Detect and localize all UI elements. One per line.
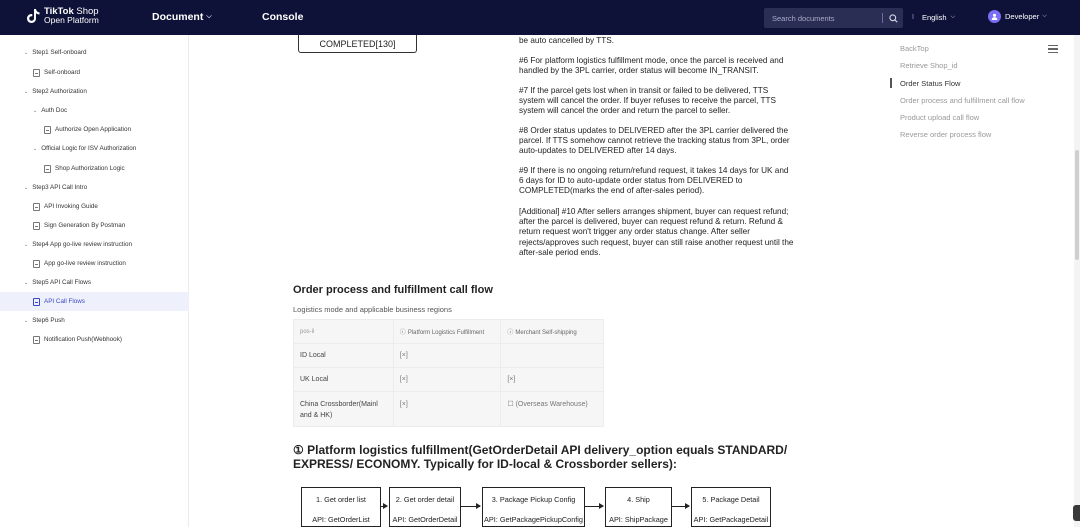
table-cell-merchant: [501, 344, 604, 368]
nav-console-link[interactable]: Console: [262, 11, 304, 23]
toc-item-order-process[interactable]: Order process and fulfillment call flow: [900, 96, 1025, 105]
toc-item-retrieve-shop-id[interactable]: Retrieve Shop_id: [900, 61, 958, 70]
flow-heading: [293, 443, 813, 471]
sidebar-item-label: Step5 API Call Flows: [32, 279, 91, 286]
document-icon: [33, 222, 40, 230]
flow-step-api: API: ShipPackage: [609, 515, 668, 524]
flow-heading-number: ①: [293, 443, 304, 457]
document-icon: [33, 260, 40, 268]
brand-logo-link[interactable]: [26, 7, 99, 25]
scrollbar-thumb[interactable]: [1075, 150, 1079, 260]
section-subtitle: Logistics mode and applicable business regions: [293, 305, 452, 314]
flow-step-box: [301, 487, 381, 527]
caret-down-icon: ⌄: [33, 145, 38, 152]
diagram-status-box: COMPLETED[130]: [298, 35, 417, 53]
language-label: English: [921, 13, 947, 22]
search-input[interactable]: Search documents: [772, 13, 835, 23]
table-header-row: [294, 320, 604, 344]
paragraph-note-7: #7 If the parcel gets lost when in transit or failed to be delivered, TTS system will cancel the order. If buyer refuses to receive the parcel, TTS system will cancel the order and return the parcel to seller.: [519, 86, 776, 116]
caret-down-icon: ⌄: [24, 49, 29, 56]
document-icon: [33, 336, 40, 344]
sidebar-item-sign-generation[interactable]: [0, 216, 189, 235]
sidebar-item-label: Sign Generation By Postman: [44, 222, 126, 229]
sidebar-item-label: Auth Doc: [41, 107, 68, 114]
document-icon: [33, 298, 40, 306]
user-menu[interactable]: [988, 10, 1047, 23]
paragraph-note-9: #9 If there is no ongoing return/refund request, it takes 14 days for UK and 6 days for ID to auto-update order status from DELIVERED to COMPLETED(marks the end of after-sales period).: [519, 166, 789, 196]
sidebar-item-official-logic[interactable]: [0, 139, 189, 158]
toc-item-backtop[interactable]: BackTop: [900, 44, 929, 53]
sidebar-item-step2[interactable]: [0, 82, 189, 101]
sidebar-item-label: Step4 App go-live review instruction: [32, 241, 132, 248]
sidebar-item-notification-push[interactable]: [0, 330, 189, 349]
language-divider: I: [912, 14, 914, 21]
table-cell-merchant: ☐ (Overseas Warehouse): [501, 392, 604, 427]
flow-step-title: 5. Package Detail: [702, 495, 760, 504]
logistics-region-table: [293, 319, 604, 427]
table-row: [294, 368, 604, 392]
table-of-contents: [890, 35, 1080, 527]
flow-step-box: [389, 487, 461, 527]
flow-step-api: API: GetOrderList: [312, 515, 370, 524]
toc-active-marker: [890, 78, 892, 88]
flow-step-box: [605, 487, 672, 527]
info-icon: ⓘ: [507, 330, 514, 336]
caret-down-icon: ⌄: [24, 88, 29, 95]
sidebar-item-step1[interactable]: [0, 43, 189, 62]
paragraph-note-6: #6 For platform logistics fulfillment mode, once the parcel is received and handled by the 3PL carrier, order status will become IN_TRANSIT.: [519, 56, 784, 76]
chevron-down-icon: ⌵: [950, 14, 956, 20]
chevron-down-icon: ⌵: [206, 13, 212, 20]
flow-step-title: 4. Ship: [627, 495, 650, 504]
flow-step-title: 1. Get order list: [316, 495, 366, 504]
brand-name: TikTok: [44, 6, 74, 17]
flow-step-title: 3. Package Pickup Config: [491, 495, 576, 504]
table-cell-region: UK Local: [294, 368, 394, 392]
flow-step-title: 2. Get order detail: [395, 495, 455, 504]
flow-step-api: API: GetOrderDetail: [392, 515, 458, 524]
sidebar-item-label: Step1 Self-onboard: [32, 49, 87, 56]
caret-down-icon: ⌄: [24, 317, 29, 324]
sidebar-item-app-go-live-review[interactable]: [0, 254, 189, 273]
table-cell-merchant: [×]: [501, 368, 604, 392]
page-scrollbar[interactable]: [1074, 35, 1080, 527]
feedback-tab-icon[interactable]: [1073, 505, 1080, 521]
table-cell-region: ID Local: [294, 344, 394, 368]
paragraph-note-8: #8 Order status updates to DELIVERED after the 3PL carrier delivered the parcel. If TTS somehow cannot retrieve the tracking status from 3PL, order auto-updates to DELIVERED after 14 days.: [519, 126, 790, 156]
avatar: [988, 10, 1001, 23]
flow-arrow-icon: [381, 506, 387, 507]
flow-arrow-icon: [461, 506, 480, 507]
search-icon[interactable]: [883, 14, 903, 23]
sidebar-item-step3[interactable]: [0, 178, 189, 197]
brand-shop: Shop: [76, 6, 99, 17]
table-header-region: pos-il: [294, 320, 394, 344]
sidebar-item-label: Step2 Authorization: [32, 88, 87, 95]
flow-step-box: [482, 487, 585, 527]
doc-content: [190, 35, 890, 527]
toc-item-product-upload[interactable]: Product upload call flow: [900, 113, 980, 122]
flow-step-api: API: GetPackageDetail: [693, 515, 769, 524]
paragraph-auto-cancel: be auto cancelled by TTS.: [519, 36, 614, 45]
flow-step-api: API: GetPackagePickupConfig: [484, 515, 583, 524]
brand-subtitle: Open Platform: [44, 15, 99, 25]
flow-step-box: [691, 487, 771, 527]
sidebar-item-label: Notification Push(Webhook): [44, 336, 122, 343]
paragraph-additional-10: [Additional] #10 After sellers arranges shipment, buyer can request refund; after the parcel is delivered, buyer can request refund & return. Refund & return request won't trigger any order status change. After seller rejects/approves such request, buyer can still raise another request until the after-sale period ends.: [519, 207, 794, 257]
chevron-down-icon: ⌵: [1042, 13, 1047, 19]
sidebar-item-step6[interactable]: [0, 311, 189, 330]
sidebar-item-label: Shop Authorization Logic: [55, 165, 125, 172]
table-cell-platform: [×]: [393, 392, 501, 427]
sidebar-item-step5[interactable]: [0, 273, 189, 292]
sidebar-item-step4[interactable]: [0, 235, 189, 254]
document-icon: [33, 203, 40, 211]
table-cell-platform: [×]: [393, 368, 501, 392]
sidebar-item-label: Step6 Push: [32, 317, 65, 324]
caret-down-icon: ⌄: [24, 241, 29, 248]
sidebar-item-label: App go-live review instruction: [44, 260, 126, 267]
sidebar-item-api-invoking-guide[interactable]: [0, 197, 189, 216]
table-row: [294, 344, 604, 368]
tiktok-logo-icon: [26, 8, 40, 24]
flow-arrow-icon: [585, 506, 603, 507]
sidebar-item-auth-doc[interactable]: [0, 101, 189, 120]
table-header-platform: ⓘ Platform Logistics Fulfillment: [393, 320, 501, 344]
sidebar-item-label: Official Logic for ISV Authorization: [41, 145, 137, 152]
docs-sidebar: [0, 35, 189, 527]
table-cell-region: China Crossborder(Mainl and & HK): [294, 392, 394, 427]
toc-menu-icon[interactable]: [1048, 45, 1058, 55]
search-box[interactable]: [764, 8, 903, 28]
toc-item-reverse-order[interactable]: Reverse order process flow: [900, 130, 992, 139]
section-heading: Order process and fulfillment call flow: [293, 284, 493, 296]
document-icon: [44, 165, 51, 173]
caret-down-icon: ⌄: [33, 107, 38, 114]
sidebar-item-authorize-open-application[interactable]: [0, 120, 189, 139]
sidebar-item-label: Step3 API Call Intro: [32, 184, 88, 191]
sidebar-item-label: Authorize Open Application: [55, 126, 131, 133]
caret-down-icon: ⌄: [24, 279, 29, 286]
nav-document-menu[interactable]: [152, 11, 212, 23]
fulfillment-flow-diagram: [301, 487, 781, 527]
table-row: [294, 392, 604, 427]
flow-heading-text: Platform logistics fulfillment(GetOrderDetail API delivery_option equals STANDARD/ EXPRESS/ ECONOMY. Typically for ID-local & Crossborder sellers):: [293, 443, 788, 471]
caret-down-icon: ⌄: [24, 184, 29, 191]
nav-document-label: Document: [152, 11, 204, 23]
sidebar-item-label: API Invoking Guide: [44, 203, 98, 210]
sidebar-item-shop-authorization-logic[interactable]: [0, 159, 189, 178]
info-icon: ⓘ: [399, 330, 406, 336]
flow-arrow-icon: [672, 506, 689, 507]
sidebar-item-api-call-flows[interactable]: [0, 292, 189, 311]
table-header-merchant: ⓘ Merchant Self-shipping: [501, 320, 604, 344]
toc-item-order-status-flow[interactable]: Order Status Flow: [900, 79, 961, 88]
table-cell-platform: [×]: [393, 344, 501, 368]
user-label: Developer: [1005, 12, 1040, 21]
sidebar-item-label: Self-onboard: [44, 69, 81, 76]
sidebar-item-label: API Call Flows: [44, 298, 85, 305]
sidebar-item-self-onboard[interactable]: [0, 63, 189, 82]
document-icon: [44, 126, 51, 134]
language-selector[interactable]: [912, 13, 955, 22]
top-navigation-bar: [0, 0, 1080, 35]
document-icon: [33, 69, 40, 77]
